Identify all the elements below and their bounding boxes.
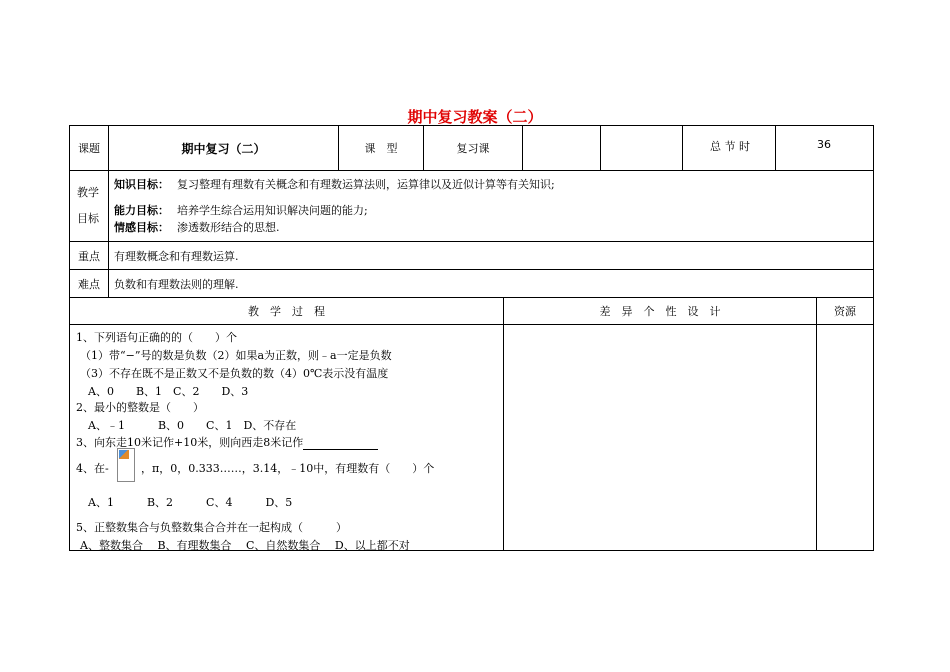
process-header: 教 学 过 程	[248, 305, 325, 318]
type-value: 复习课	[456, 142, 490, 155]
emotion-text: 渗透数形结合的思想.	[177, 221, 280, 234]
topic-value-cell	[108, 125, 339, 171]
ability-label: 能力目标：	[114, 204, 169, 217]
question-1-options: A、0 B、1 C、2 D、3	[88, 385, 249, 398]
difficulty-label-cell	[69, 269, 109, 298]
design-header-cell	[503, 297, 817, 325]
hours-label: 总 节 时	[710, 140, 750, 153]
difficulty-content-cell	[108, 269, 874, 298]
question-1-statement-b: （3）不存在既不是正数又不是负数的数（4）0℃表示没有温度	[80, 367, 389, 380]
question-5: 5、正整数集合与负整数集合合并在一起构成（ ）	[76, 521, 347, 534]
formula-image-icon	[117, 448, 135, 482]
key-point-label-cell	[69, 241, 109, 270]
question-1: 1、下列语句正确的的（ ）个	[76, 331, 237, 344]
hours-value: 36	[817, 138, 831, 151]
type-value-cell	[423, 125, 523, 171]
key-point-content-cell	[108, 241, 874, 270]
hours-label-cell	[682, 125, 776, 171]
question-4-text: ，π，0，0.333……，3.14，﹣10中，有理数有（ ）个	[141, 462, 435, 475]
key-point-label: 重点	[78, 249, 100, 263]
type-label-cell	[338, 125, 424, 171]
answer-blank	[303, 440, 378, 450]
question-2: 2、最小的整数是（ ）	[76, 401, 204, 414]
question-1-statement-a: （1）带“−”号的数是负数（2）如果a为正数，则﹣a一定是负数	[80, 349, 392, 362]
emotion-label: 情感目标：	[114, 221, 169, 234]
type-label: 课 型	[364, 142, 398, 155]
topic-label: 课题	[78, 142, 100, 155]
topic-label-cell	[69, 125, 109, 171]
design-header: 差 异 个 性 设 计	[599, 305, 721, 318]
knowledge-label: 知识目标：	[114, 178, 169, 191]
difficulty-text: 负数和有理数法则的理解.	[114, 278, 239, 291]
process-header-cell	[69, 297, 504, 325]
key-point-text: 有理数概念和有理数运算.	[114, 250, 239, 263]
page-title: 期中复习教案（二）	[407, 108, 543, 126]
knowledge-text: 复习整理有理数有关概念和有理数运算法则，运算律以及近似计算等有关知识;	[177, 178, 555, 191]
question-5-options: A、整数集合 B、有理数集合 C、自然数集合 D、以上都不对	[80, 539, 410, 552]
resources-header-cell	[816, 297, 874, 325]
empty-cell-1	[522, 125, 601, 171]
difficulty-label: 难点	[78, 277, 100, 291]
goals-label-line2: 目标	[77, 212, 99, 225]
goals-content-cell	[108, 170, 874, 242]
question-4-options: A、1 B、2 C、4 D、5	[88, 496, 293, 509]
question-3: 3、向东走10米记作+10米，则向西走8米记作	[76, 434, 378, 450]
hours-value-cell	[775, 125, 874, 171]
resources-body-cell	[816, 324, 874, 551]
ability-text: 培养学生综合运用知识解决问题的能力;	[177, 204, 368, 217]
empty-cell-2	[600, 125, 683, 171]
topic-value: 期中复习（二）	[181, 141, 266, 156]
goals-label-line1: 教学	[77, 186, 99, 199]
goals-label-cell	[69, 170, 109, 242]
question-4-prefix: 4、在-	[76, 462, 109, 475]
resources-header: 资源	[834, 305, 856, 318]
question-2-options: A、﹣1 B、0 C、1 D、不存在	[88, 419, 297, 432]
design-body-cell	[503, 324, 817, 551]
